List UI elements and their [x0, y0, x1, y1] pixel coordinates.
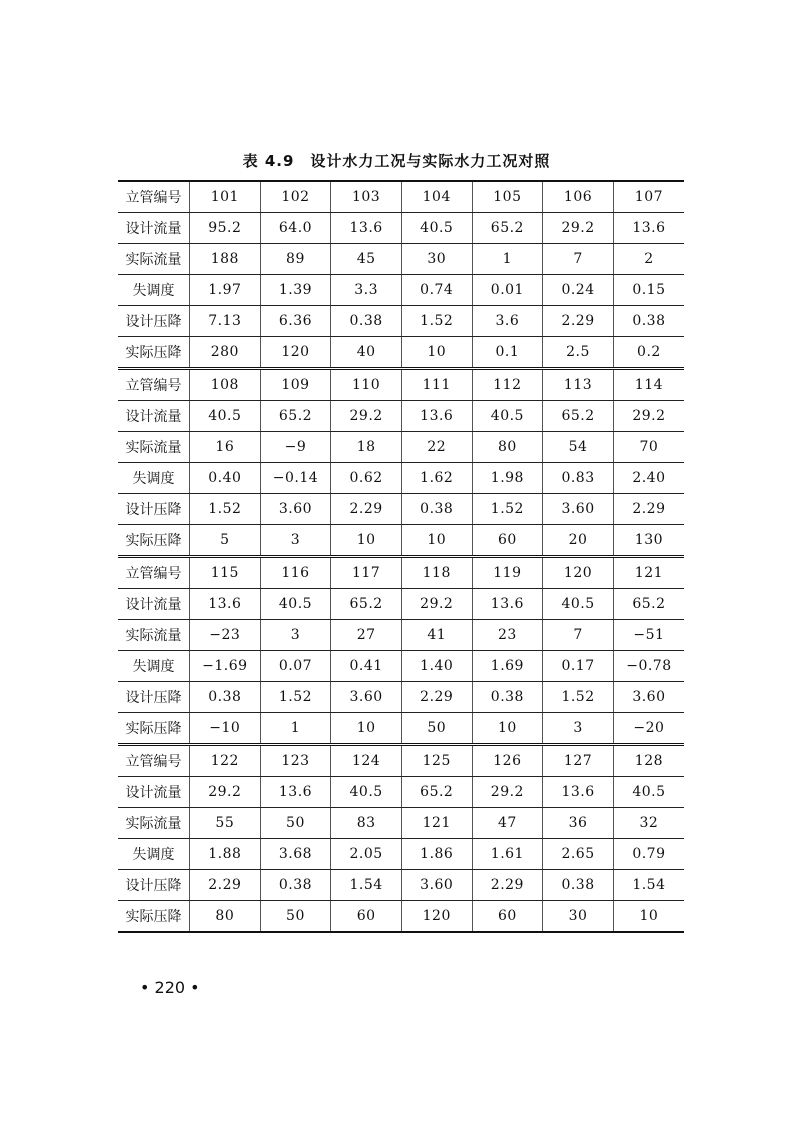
table-cell: −10 — [190, 713, 261, 745]
table-cell: 2.29 — [331, 494, 402, 525]
table-cell: 1.52 — [260, 682, 331, 713]
row-label: 失调度 — [118, 275, 190, 306]
table-cell: 120 — [260, 337, 331, 369]
pipe-id-row — [118, 369, 684, 401]
table-cell: 3.60 — [260, 494, 331, 525]
table-cell: 60 — [472, 525, 543, 557]
table-cell: 2.29 — [401, 682, 472, 713]
row-label: 立管编号 — [118, 369, 190, 401]
table-cell: 54 — [543, 432, 614, 463]
imbalance-row — [118, 463, 684, 494]
table-cell: 3 — [260, 620, 331, 651]
row-label: 立管编号 — [118, 557, 190, 589]
table-caption-title: 设计水力工况与实际水力工况对照 — [310, 152, 551, 170]
table-cell: 13.6 — [190, 589, 261, 620]
table-cell: 116 — [260, 557, 331, 589]
table-cell: 280 — [190, 337, 261, 369]
table-cell: 29.2 — [190, 777, 261, 808]
row-label: 失调度 — [118, 839, 190, 870]
row-label: 设计流量 — [118, 589, 190, 620]
table-cell: 10 — [401, 337, 472, 369]
table-cell: 30 — [401, 244, 472, 275]
table-caption — [0, 150, 793, 171]
hydraulic-comparison-table — [118, 180, 684, 933]
table-cell: 29.2 — [543, 213, 614, 244]
table-cell: 29.2 — [401, 589, 472, 620]
table-cell: 40.5 — [401, 213, 472, 244]
table-cell: 50 — [401, 713, 472, 745]
row-label: 实际流量 — [118, 808, 190, 839]
actual-pressure-drop-row — [118, 525, 684, 557]
table-cell: 40 — [331, 337, 402, 369]
table-cell: 40.5 — [260, 589, 331, 620]
table-cell: 60 — [472, 901, 543, 933]
table-cell: 10 — [401, 525, 472, 557]
table-cell: 1.52 — [190, 494, 261, 525]
row-label: 设计流量 — [118, 401, 190, 432]
table-cell: 108 — [190, 369, 261, 401]
pipe-id-row — [118, 745, 684, 777]
table-cell: 1.54 — [613, 870, 684, 901]
table-cell: 89 — [260, 244, 331, 275]
table-cell: 104 — [401, 181, 472, 213]
table-cell: 0.41 — [331, 651, 402, 682]
table-cell: 1.98 — [472, 463, 543, 494]
table-cell: 102 — [260, 181, 331, 213]
actual-pressure-drop-row — [118, 901, 684, 933]
table-cell: 110 — [331, 369, 402, 401]
table-cell: 65.2 — [472, 213, 543, 244]
table-cell: 2.65 — [543, 839, 614, 870]
table-cell: 0.79 — [613, 839, 684, 870]
table-cell: 120 — [401, 901, 472, 933]
table-cell: 1.52 — [543, 682, 614, 713]
table-cell: 5 — [190, 525, 261, 557]
row-label: 实际流量 — [118, 620, 190, 651]
row-label: 设计压降 — [118, 682, 190, 713]
table-cell: 114 — [613, 369, 684, 401]
table-cell: 0.38 — [543, 870, 614, 901]
table-cell: 20 — [543, 525, 614, 557]
table-cell: 1.54 — [331, 870, 402, 901]
page-number: • 220 • — [140, 978, 200, 997]
table-cell: 121 — [613, 557, 684, 589]
table-cell: 65.2 — [613, 589, 684, 620]
table-cell: 64.0 — [260, 213, 331, 244]
table-cell: 0.38 — [260, 870, 331, 901]
pipe-id-row — [118, 181, 684, 213]
table-cell: 2.05 — [331, 839, 402, 870]
table-cell: 115 — [190, 557, 261, 589]
table-cell: 95.2 — [190, 213, 261, 244]
table-cell: 0.74 — [401, 275, 472, 306]
table-cell: 45 — [331, 244, 402, 275]
table-cell: 32 — [613, 808, 684, 839]
table-cell: 7.13 — [190, 306, 261, 337]
table-cell: 0.38 — [613, 306, 684, 337]
table-cell: 122 — [190, 745, 261, 777]
table-cell: 29.2 — [331, 401, 402, 432]
table-cell: 0.01 — [472, 275, 543, 306]
table-cell: 10 — [331, 713, 402, 745]
actual-flow-row — [118, 808, 684, 839]
table-cell: 65.2 — [331, 589, 402, 620]
table-cell: 40.5 — [472, 401, 543, 432]
table-cell: 0.38 — [331, 306, 402, 337]
design-flow-row — [118, 213, 684, 244]
row-label: 实际压降 — [118, 901, 190, 933]
row-label: 设计流量 — [118, 213, 190, 244]
design-pressure-drop-row — [118, 682, 684, 713]
row-label: 立管编号 — [118, 745, 190, 777]
table-cell: 83 — [331, 808, 402, 839]
table-cell: 18 — [331, 432, 402, 463]
design-pressure-drop-row — [118, 494, 684, 525]
table-cell: 23 — [472, 620, 543, 651]
table-cell: 0.24 — [543, 275, 614, 306]
table-cell: 2.5 — [543, 337, 614, 369]
actual-flow-row — [118, 620, 684, 651]
table-cell: 3.68 — [260, 839, 331, 870]
row-label: 设计压降 — [118, 306, 190, 337]
table-cell: 121 — [401, 808, 472, 839]
table-cell: 1.52 — [401, 306, 472, 337]
table-cell: 128 — [613, 745, 684, 777]
actual-pressure-drop-row — [118, 337, 684, 369]
table-cell: 13.6 — [260, 777, 331, 808]
table-cell: 0.38 — [190, 682, 261, 713]
table-cell: 188 — [190, 244, 261, 275]
table-cell: 13.6 — [543, 777, 614, 808]
table-cell: 1.88 — [190, 839, 261, 870]
row-label: 实际压降 — [118, 525, 190, 557]
table-cell: 2.40 — [613, 463, 684, 494]
table-cell: 2.29 — [613, 494, 684, 525]
table-cell: 2.29 — [190, 870, 261, 901]
table-cell: 1.39 — [260, 275, 331, 306]
table-cell: 130 — [613, 525, 684, 557]
table-cell: 109 — [260, 369, 331, 401]
table-cell: 126 — [472, 745, 543, 777]
table-cell: 1.86 — [401, 839, 472, 870]
imbalance-row — [118, 651, 684, 682]
table-cell: 1.52 — [472, 494, 543, 525]
table-cell: 1.40 — [401, 651, 472, 682]
table-cell: 1.97 — [190, 275, 261, 306]
table-cell: 29.2 — [472, 777, 543, 808]
table-cell: 40.5 — [331, 777, 402, 808]
table-cell: 0.17 — [543, 651, 614, 682]
table-cell: 70 — [613, 432, 684, 463]
table-cell: 120 — [543, 557, 614, 589]
table-cell: 0.62 — [331, 463, 402, 494]
table-cell: 80 — [472, 432, 543, 463]
table-cell: 30 — [543, 901, 614, 933]
table-cell: 117 — [331, 557, 402, 589]
row-label: 设计压降 — [118, 870, 190, 901]
table-cell: 103 — [331, 181, 402, 213]
table-cell: 1 — [472, 244, 543, 275]
table-cell: 36 — [543, 808, 614, 839]
row-label: 设计流量 — [118, 777, 190, 808]
row-label: 立管编号 — [118, 181, 190, 213]
table-cell: 106 — [543, 181, 614, 213]
imbalance-row — [118, 275, 684, 306]
table-cell: 60 — [331, 901, 402, 933]
table-cell: 123 — [260, 745, 331, 777]
table-cell: 124 — [331, 745, 402, 777]
row-label: 失调度 — [118, 463, 190, 494]
actual-flow-row — [118, 432, 684, 463]
table-cell: 80 — [190, 901, 261, 933]
table-cell: 112 — [472, 369, 543, 401]
table-cell: 13.6 — [401, 401, 472, 432]
table-cell: 65.2 — [543, 401, 614, 432]
table-cell: 107 — [613, 181, 684, 213]
table-cell: 125 — [401, 745, 472, 777]
table-cell: 3.60 — [613, 682, 684, 713]
table-cell: 47 — [472, 808, 543, 839]
table-cell: 0.38 — [401, 494, 472, 525]
table-cell: 1.69 — [472, 651, 543, 682]
table-cell: 101 — [190, 181, 261, 213]
table-cell: 10 — [613, 901, 684, 933]
table-cell: 3.60 — [331, 682, 402, 713]
table-cell: 22 — [401, 432, 472, 463]
table-cell: 40.5 — [613, 777, 684, 808]
table-cell: 0.83 — [543, 463, 614, 494]
table-cell: −20 — [613, 713, 684, 745]
table-cell: 0.07 — [260, 651, 331, 682]
row-label: 实际压降 — [118, 713, 190, 745]
table-cell: −23 — [190, 620, 261, 651]
row-label: 实际流量 — [118, 432, 190, 463]
table-cell: 0.40 — [190, 463, 261, 494]
table-cell: −51 — [613, 620, 684, 651]
table-cell: −0.78 — [613, 651, 684, 682]
table-cell: 27 — [331, 620, 402, 651]
table-cell: 0.2 — [613, 337, 684, 369]
row-label: 设计压降 — [118, 494, 190, 525]
imbalance-row — [118, 839, 684, 870]
table-cell: 3 — [260, 525, 331, 557]
actual-flow-row — [118, 244, 684, 275]
pipe-id-row — [118, 557, 684, 589]
table-cell: 111 — [401, 369, 472, 401]
design-pressure-drop-row — [118, 306, 684, 337]
table-cell: 2 — [613, 244, 684, 275]
table-cell: 0.1 — [472, 337, 543, 369]
table-cell: 10 — [331, 525, 402, 557]
table-cell: 105 — [472, 181, 543, 213]
table-cell: 3.6 — [472, 306, 543, 337]
design-flow-row — [118, 777, 684, 808]
table-cell: 7 — [543, 620, 614, 651]
table-cell: 1 — [260, 713, 331, 745]
table-cell: 3.60 — [543, 494, 614, 525]
table-cell: 50 — [260, 808, 331, 839]
table-cell: 113 — [543, 369, 614, 401]
table-cell: −1.69 — [190, 651, 261, 682]
table-cell: 1.61 — [472, 839, 543, 870]
table-cell: −9 — [260, 432, 331, 463]
table-cell: 10 — [472, 713, 543, 745]
table-cell: 0.15 — [613, 275, 684, 306]
table-cell: 55 — [190, 808, 261, 839]
design-flow-row — [118, 401, 684, 432]
table-cell: 13.6 — [613, 213, 684, 244]
row-label: 实际流量 — [118, 244, 190, 275]
table-cell: 65.2 — [401, 777, 472, 808]
row-label: 失调度 — [118, 651, 190, 682]
design-flow-row — [118, 589, 684, 620]
table-cell: 2.29 — [543, 306, 614, 337]
table-cell: 13.6 — [331, 213, 402, 244]
table-cell: 13.6 — [472, 589, 543, 620]
table-cell: 6.36 — [260, 306, 331, 337]
table-cell: 0.38 — [472, 682, 543, 713]
table-cell: 50 — [260, 901, 331, 933]
table-cell: 16 — [190, 432, 261, 463]
table-cell: 119 — [472, 557, 543, 589]
table-cell: 40.5 — [190, 401, 261, 432]
table-cell: −0.14 — [260, 463, 331, 494]
table-cell: 2.29 — [472, 870, 543, 901]
table-cell: 7 — [543, 244, 614, 275]
table-cell: 127 — [543, 745, 614, 777]
table-cell: 41 — [401, 620, 472, 651]
table-cell: 3.3 — [331, 275, 402, 306]
table-cell: 29.2 — [613, 401, 684, 432]
actual-pressure-drop-row — [118, 713, 684, 745]
table-cell: 3 — [543, 713, 614, 745]
table-cell: 1.62 — [401, 463, 472, 494]
table-cell: 65.2 — [260, 401, 331, 432]
table-caption-number: 表 4.9 — [242, 152, 295, 170]
table-cell: 118 — [401, 557, 472, 589]
design-pressure-drop-row — [118, 870, 684, 901]
table-cell: 3.60 — [401, 870, 472, 901]
table-cell: 40.5 — [543, 589, 614, 620]
row-label: 实际压降 — [118, 337, 190, 369]
